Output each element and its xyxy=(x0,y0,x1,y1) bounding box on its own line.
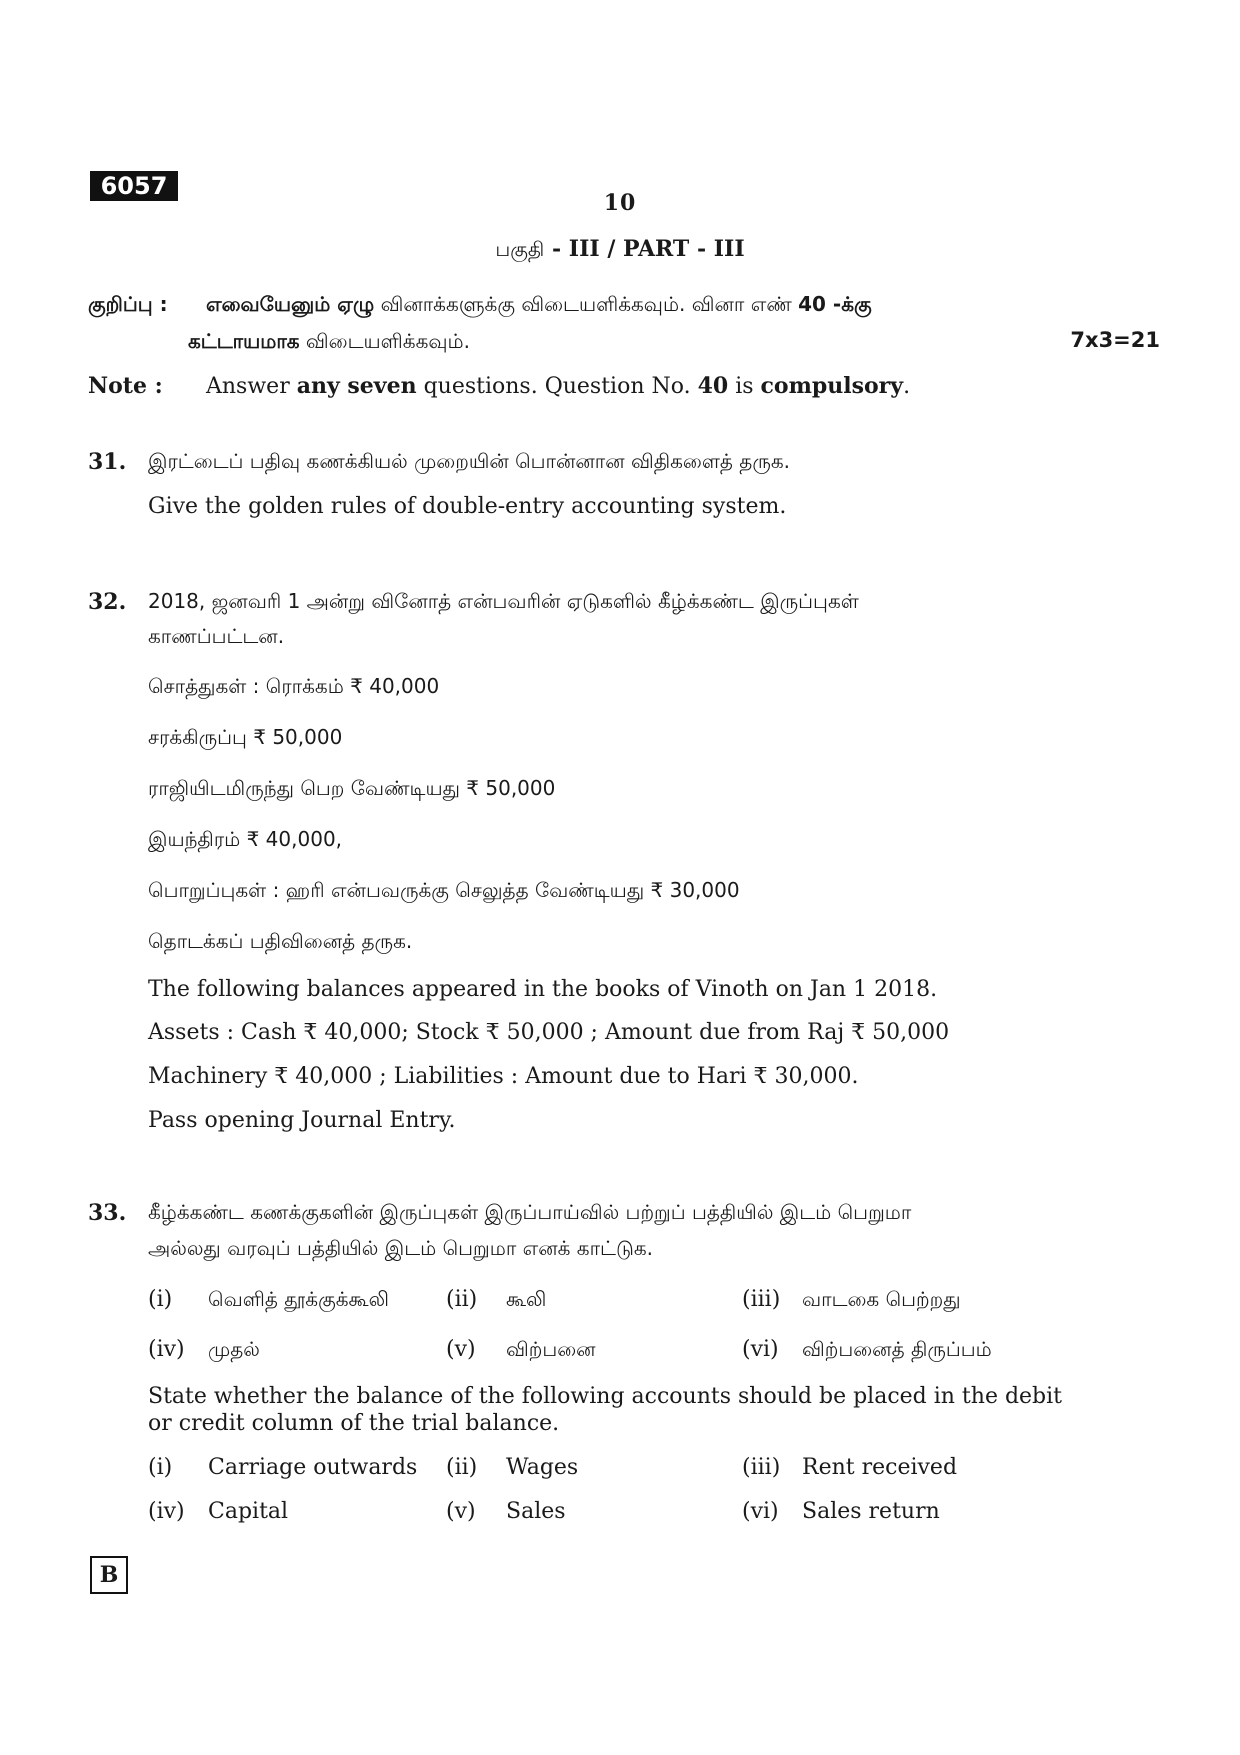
option-text: வெளித் தூக்குக்கூலி xyxy=(208,1287,389,1311)
option-text: Carriage outwards xyxy=(208,1455,418,1480)
question-32-tamil-line2: காணப்பட்டன. xyxy=(148,624,285,648)
instruction-tamil-line1 xyxy=(206,292,872,319)
question-32-number: 32. xyxy=(88,589,127,615)
option-roman: (iv) xyxy=(148,1499,185,1524)
question-31-tamil: இரட்டைப் பதிவு கணக்கியல் முறையின் பொன்னான விதிகளைத் தருக. xyxy=(148,449,791,473)
option-text: Capital xyxy=(208,1499,289,1524)
part-heading-tamil: பகுதி xyxy=(495,237,545,261)
option-roman: (v) xyxy=(446,1499,476,1524)
note-end: . xyxy=(903,374,911,399)
option-text: விற்பனை xyxy=(506,1337,596,1361)
page-number: 10 xyxy=(603,190,637,216)
option-roman: (iii) xyxy=(742,1455,781,1480)
option-roman: (vi) xyxy=(742,1499,779,1524)
question-33-number: 33. xyxy=(88,1200,127,1226)
instruction-bold1: எவையேனும் ஏழு xyxy=(206,292,375,316)
option-roman: (v) xyxy=(446,1337,476,1362)
option-roman: (iii) xyxy=(742,1287,781,1312)
option-roman: (ii) xyxy=(446,1455,478,1480)
option-roman: (iv) xyxy=(148,1337,185,1362)
note-mid2: is xyxy=(728,374,761,399)
note-mid: questions. Question No. xyxy=(416,374,698,399)
option-roman: (i) xyxy=(148,1287,173,1312)
question-32-tamil-item: பொறுப்புகள் : ஹரி என்பவருக்கு செலுத்த வேண்டியது ₹ 30,000 xyxy=(148,878,740,902)
option-text: முதல் xyxy=(208,1337,260,1361)
option-text: வாடகை பெற்றது xyxy=(802,1287,961,1311)
marks-allotment: 7x3=21 xyxy=(1070,328,1160,352)
instruction-text2: விடையளிக்கவும். xyxy=(299,329,470,353)
question-32-english-line: Machinery ₹ 40,000 ; Liabilities : Amount due to Hari ₹ 30,000. xyxy=(148,1064,859,1089)
note-question-number: 40 xyxy=(697,373,729,399)
question-32-tamil-item: சொத்துகள் : ரொக்கம் ₹ 40,000 xyxy=(148,674,440,698)
question-31-number: 31. xyxy=(88,449,127,475)
instruction-tamil-line2 xyxy=(188,329,470,356)
question-32-tamil-item: சரக்கிருப்பு ₹ 50,000 xyxy=(148,725,343,749)
question-31-english: Give the golden rules of double-entry accounting system. xyxy=(148,494,787,519)
instruction-text1: வினாக்களுக்கு விடையளிக்கவும். வினா எண் xyxy=(374,292,799,316)
question-33-english-line1: State whether the balance of the following accounts should be placed in the debit xyxy=(148,1384,1063,1409)
series-box: B xyxy=(90,1556,128,1594)
instruction-bold3: கட்டாயமாக xyxy=(188,329,300,353)
instruction-bold2: 40 -க்கு xyxy=(798,292,872,316)
option-text: கூலி xyxy=(506,1287,547,1311)
kurippu-label: குறிப்பு : xyxy=(88,292,168,316)
question-paper-code: 6057 xyxy=(90,171,178,201)
part-heading-sep: - xyxy=(544,236,569,262)
question-32-tamil-item: ராஜியிடமிருந்து பெற வேண்டியது ₹ 50,000 xyxy=(148,776,556,800)
option-text: விற்பனைத் திருப்பம் xyxy=(802,1337,992,1361)
question-33-tamil-line1: கீழ்க்கண்ட கணக்குகளின் இருப்புகள் இருப்பாய்வில் பற்றுப் பத்தியில் இடம் பெறுமா xyxy=(148,1200,912,1224)
option-text: Sales xyxy=(506,1499,566,1524)
option-roman: (vi) xyxy=(742,1337,779,1362)
option-text: Wages xyxy=(506,1455,579,1480)
note-compulsory: compulsory xyxy=(760,373,904,399)
question-32-tamil-item: இயந்திரம் ₹ 40,000, xyxy=(148,827,343,851)
question-32-english-line: The following balances appeared in the books of Vinoth on Jan 1 2018. xyxy=(148,977,938,1002)
option-text: Rent received xyxy=(802,1455,958,1480)
part-heading xyxy=(0,236,1240,264)
question-32-tamil-line1: 2018, ஜனவரி 1 அன்று வினோத் என்பவரின் ஏடுகளில் கீழ்க்கண்ட இருப்புகள் xyxy=(148,589,859,613)
question-33-english-line2: or credit column of the trial balance. xyxy=(148,1411,560,1436)
note-text xyxy=(206,373,910,399)
option-roman: (i) xyxy=(148,1455,173,1480)
question-32-english-line: Pass opening Journal Entry. xyxy=(148,1108,456,1133)
question-32-tamil-item: தொடக்கப் பதிவினைத் தருக. xyxy=(148,929,413,953)
part-heading-english: III / PART - III xyxy=(568,236,745,262)
note-label: Note : xyxy=(88,373,163,399)
option-roman: (ii) xyxy=(446,1287,478,1312)
question-32-english-line: Assets : Cash ₹ 40,000; Stock ₹ 50,000 ; Amount due from Raj ₹ 50,000 xyxy=(148,1020,950,1045)
option-text: Sales return xyxy=(802,1499,940,1524)
note-pre: Answer xyxy=(206,374,297,399)
question-33-tamil-line2: அல்லது வரவுப் பத்தியில் இடம் பெறுமா எனக் காட்டுக. xyxy=(148,1236,653,1260)
note-any-seven: any seven xyxy=(296,373,417,399)
